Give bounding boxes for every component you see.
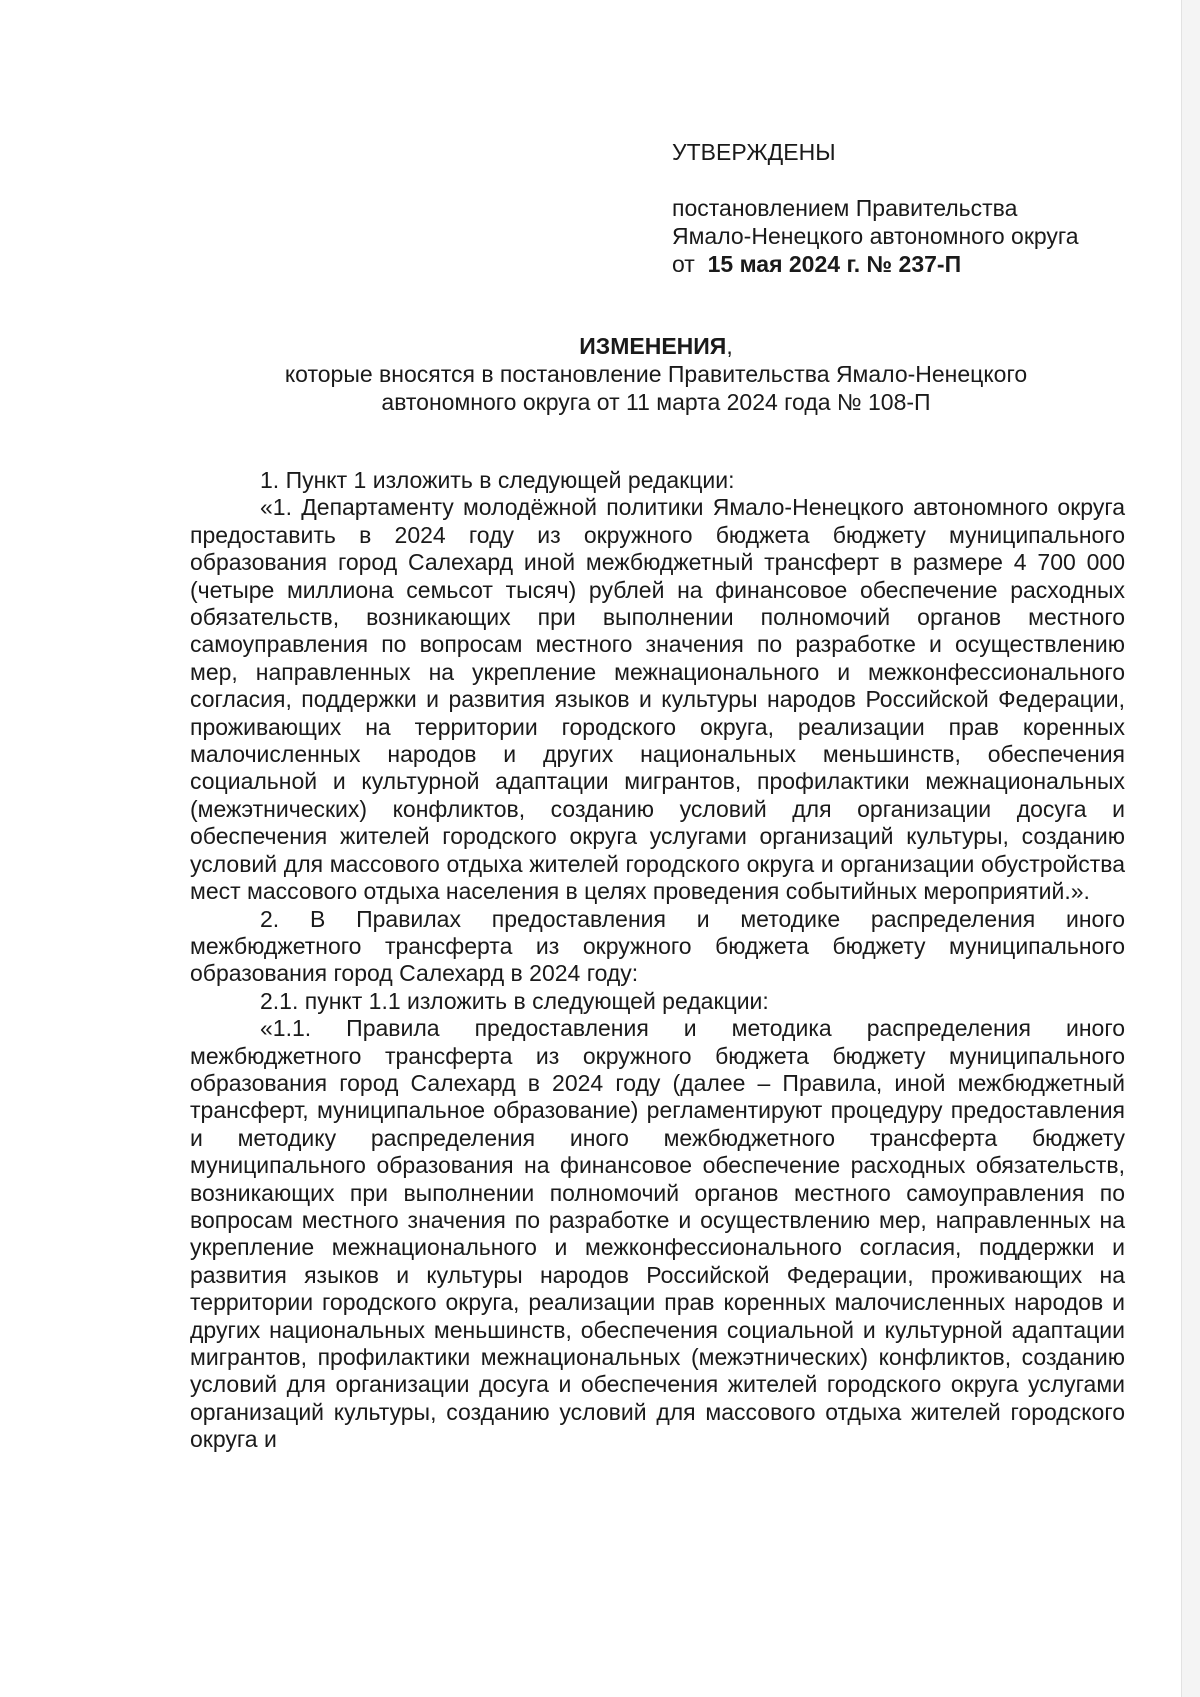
- paragraph-4: 2.1. пункт 1.1 изложить в следующей редакции:: [260, 987, 769, 1014]
- decree-number: 15 мая 2024 г. № 237-П: [707, 251, 962, 277]
- approved-heading: УТВЕРЖДЕНЫ: [672, 139, 836, 165]
- document-body: [190, 467, 1125, 1454]
- title-subtitle-line-1: которые вносятся в постановление Правительства Ямало-Ненецкого: [284, 361, 1028, 387]
- paragraph-2: «1. Департаменту молодёжной политики Ямало-Ненецкого автономного округа предоставить в 2024 году из окружного бюджета бюджету муниципального образования город Салехард иной межбюджетный трансферт в размере 4 700 000 (четыре миллиона семьсот тысяч) рублей на финансовое обеспечение расходных обязательств, возникающих при выполнении полномочий органов местного самоуправления по вопросам местного значения по разработке и осуществлению мер, направленных на укрепление межнационального и межконфессионального согласия, поддержки и развития языков и культуры народов Российской Федерации, проживающих на территории городского округа, реализации прав коренных малочисленных народов и других национальных меньшинств, обеспечения социальной и культурной адаптации мигрантов, профилактики межнациональных (межэтнических) конфликтов, созданию условий для организации досуга и обеспечения жителей городского округа услугами организаций культуры, созданию условий для массового отдыха жителей городского округа и организации обустройства мест массового отдыха населения в целях проведения событийных мероприятий.».: [190, 494, 1125, 905]
- title-subtitle-line-2: автономного округа от 11 марта 2024 года № 108-П: [381, 389, 931, 415]
- approval-date-line: [672, 250, 1172, 278]
- approval-date-prefix: от: [672, 251, 695, 277]
- title-comma: ,: [726, 333, 733, 359]
- page-title: ИЗМЕНЕНИЯ: [579, 333, 727, 359]
- paragraph-3: 2. В Правилах предоставления и методике распределения иного межбюджетного трансферта из окружного бюджета бюджету муниципального образования город Салехард в 2024 году:: [190, 905, 1125, 987]
- document-title-block: [190, 332, 1122, 416]
- approval-line-1: постановлением Правительства: [672, 195, 1018, 221]
- approval-stamp: [672, 138, 1172, 278]
- paragraph-1: 1. Пункт 1 изложить в следующей редакции:: [260, 467, 735, 493]
- title-heading-line: [190, 332, 1122, 360]
- paragraph-5: «1.1. Правила предоставления и методика распределения иного межбюджетного трансферта из окружного бюджета бюджету муниципального образования город Салехард в 2024 году (далее – Правила, иной межбюджетный трансферт, муниципальное образование) регламентируют процедуру предоставления и методику распределения иного межбюджетного трансферта бюджету муниципального образования на финансовое обеспечение расходных обязательств, возникающих при выполнении полномочий органов местного самоуправления по вопросам местного значения по разработке и осуществлению мер, направленных на укрепление межнационального и межконфессионального согласия, поддержки и развития языков и культуры народов Российской Федерации, проживающих на территории городского округа, реализации прав коренных малочисленных народов и других национальных меньшинств, обеспечения социальной и культурной адаптации мигрантов, профилактики межнациональных (межэтнических) конфликтов, созданию условий для организации досуга и обеспечения жителей городского округа услугами организаций культуры, созданию условий для массового отдыха жителей городского округа и: [190, 1015, 1125, 1453]
- approval-line-2: Ямало-Ненецкого автономного округа: [672, 223, 1079, 249]
- page-edge: [1181, 0, 1200, 1697]
